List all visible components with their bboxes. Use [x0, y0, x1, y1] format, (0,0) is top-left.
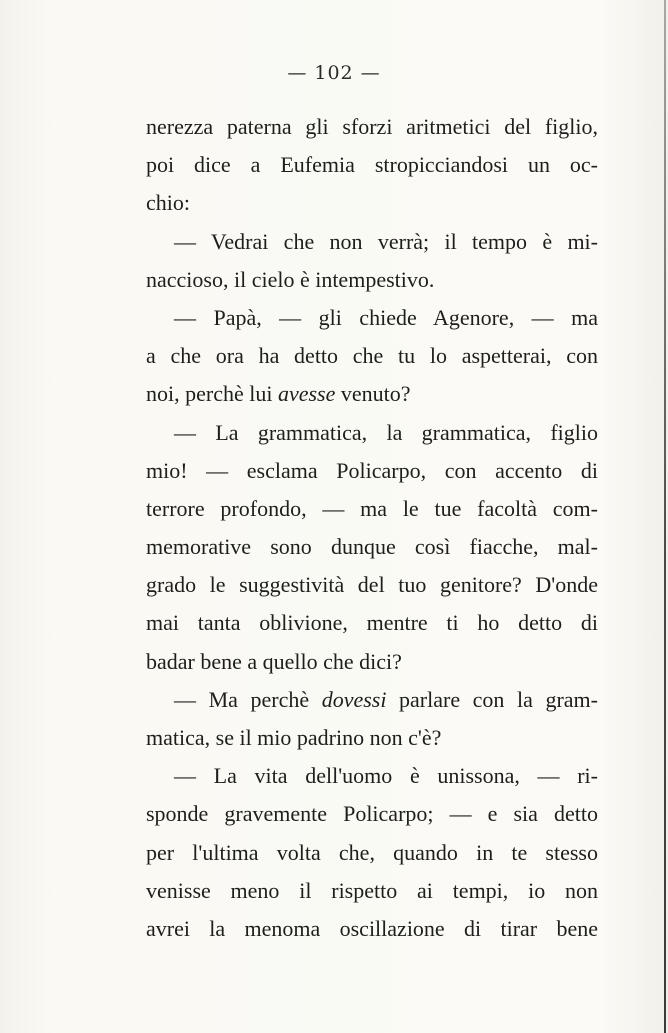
italic-word: avesse — [277, 381, 336, 407]
text-line: — Ma perchè dovessi parlare con la gram- — [174, 686, 598, 712]
page-number: — 102 — — [287, 62, 381, 84]
text-line: mai tanta oblivione, mentre ti ho detto di — [146, 610, 598, 636]
page-edge-shadow — [664, 0, 666, 1033]
text-line: chio: — [146, 190, 190, 216]
text-line: sponde gravemente Policarpo; — e sia detto — [146, 801, 598, 827]
text-line: memorative sono dunque così fiacche, mal- — [146, 534, 598, 560]
text-line: per l'ultima volta che, quando in te stesso — [146, 839, 598, 865]
text-line: noi, perchè lui avesse venuto? — [146, 381, 411, 407]
text-line: nerezza paterna gli sforzi aritmetici del figlio, — [146, 114, 598, 139]
text-line: avrei la menoma oscillazione di tirar bene — [146, 915, 598, 941]
text-line: a che ora ha detto che tu lo aspetterai, con — [146, 343, 598, 369]
text-line: poi dice a Eufemia stropicciandosi un oc- — [146, 152, 598, 178]
italic-word: dovessi — [321, 686, 387, 712]
text-line: — La grammatica, la grammatica, figlio — [174, 419, 598, 445]
text-line: venisse meno il rispetto ai tempi, io non — [146, 877, 598, 903]
text-line: — Papà, — gli chiede Agenore, — ma — [174, 304, 598, 330]
text-line: terrore profondo, — ma le tue facoltà com- — [146, 495, 598, 521]
text-line: — La vita dell'uomo è unissona, — ri- — [174, 763, 598, 789]
text-line: badar bene a quello che dici? — [146, 648, 402, 674]
text-line: — Vedrai che non verrà; il tempo è mi- — [174, 228, 598, 254]
text-line: naccioso, il cielo è intempestivo. — [146, 266, 435, 292]
text-line: matica, se il mio padrino non c'è? — [146, 725, 442, 750]
text-line: grado le suggestività del tuo genitore? D'onde — [146, 572, 598, 598]
body-text — [146, 108, 598, 948]
text-line: mio! — esclama Policarpo, con accento di — [146, 457, 598, 483]
